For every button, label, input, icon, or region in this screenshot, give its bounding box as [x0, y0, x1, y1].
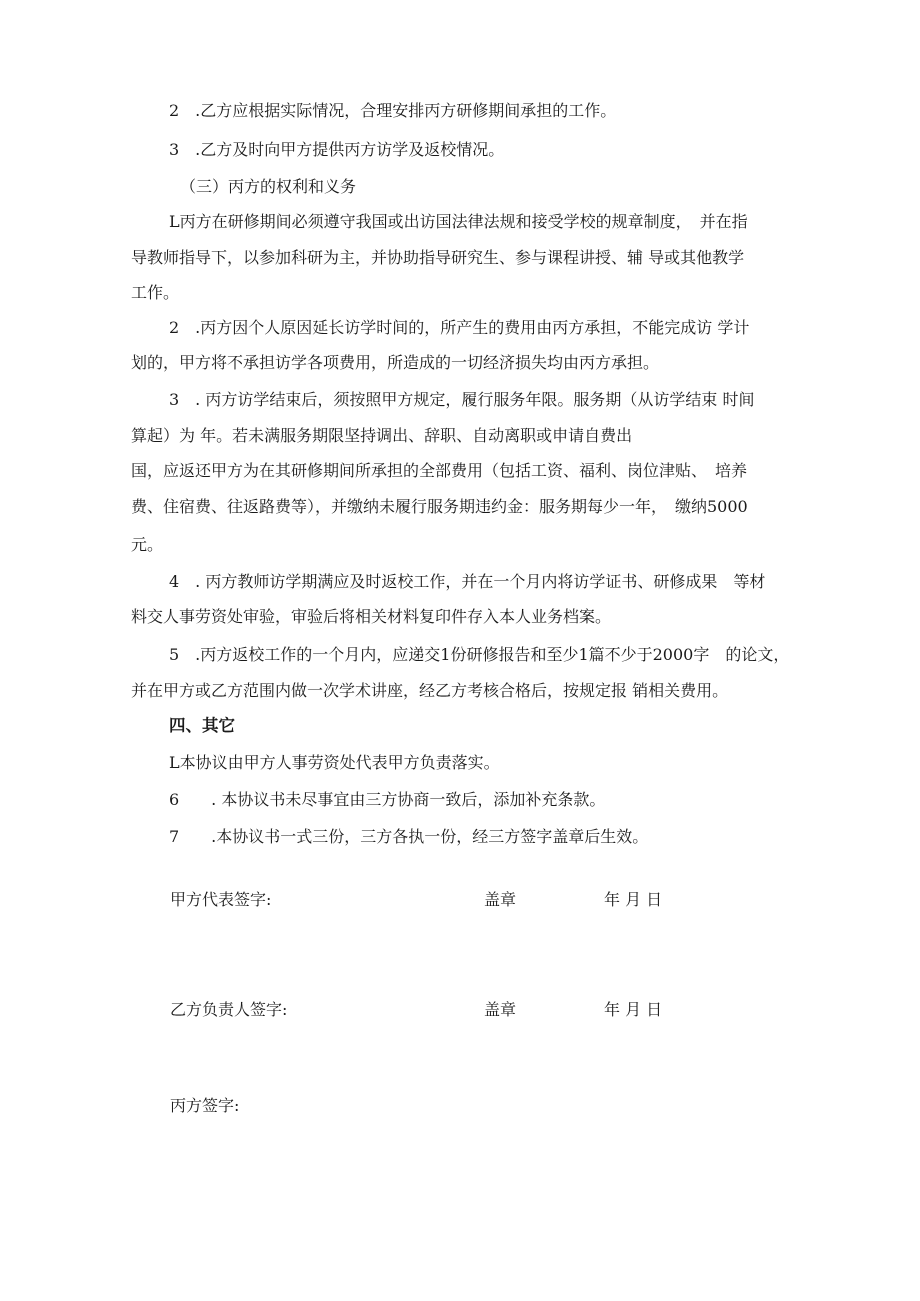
clause-b3: 3 .乙方及时向甲方提供丙方访学及返校情况。 — [169, 140, 505, 159]
clause-c3-line5: 元。 — [131, 535, 164, 554]
clause-b2: 2 .乙方应根据实际情况，合理安排丙方研修期间承担的工作。 — [169, 101, 617, 120]
clause-c3-line1: 3 . 丙方访学结束后，须按照甲方规定，履行服务年限。服务期（从访学结束 时间 — [169, 390, 755, 409]
clause-c1-line1: L丙方在研修期间必须遵守我国或出访国法律法规和接受学校的规章制度， 并在指 — [169, 212, 748, 231]
section-c-title: （三）丙方的权利和义务 — [180, 177, 357, 196]
clause-c1-line3: 工作。 — [131, 283, 180, 302]
party-b-date-label: 年 月 日 — [604, 1000, 663, 1019]
clause-c5-line1: 5 .丙方返校工作的一个月内，应递交1份研修报告和至少1篇不少于2000字 的论文， — [169, 645, 790, 664]
clause-c5-line2: 并在甲方或乙方范围内做一次学术讲座，经乙方考核合格后，按规定报 销相关费用。 — [131, 681, 729, 700]
party-a-date-label: 年 月 日 — [604, 890, 663, 909]
clause-d1: L本协议由甲方人事劳资处代表甲方负责落实。 — [169, 753, 500, 772]
clause-c4-line1: 4 . 丙方教师访学期满应及时返校工作，并在一个月内将访学证书、研修成果 等材 — [169, 572, 766, 591]
party-b-signature-label: 乙方负责人签字: — [170, 1000, 288, 1019]
clause-c3-line2: 算起）为 年。若未满服务期限坚持调出、辞职、自动离职或申请自费出 — [131, 426, 633, 445]
clause-d6: 6 . 本协议书未尽事宜由三方协商一致后，添加补充条款。 — [169, 790, 606, 809]
party-c-signature-label: 丙方签字: — [170, 1096, 240, 1115]
section-four-title: 四、其它 — [169, 716, 235, 735]
party-b-seal-label: 盖章 — [484, 1000, 517, 1019]
clause-c3-line4: 费、住宿费、往返路费等），并缴纳未履行服务期违约金：服务期每少一年， 缴纳5000 — [131, 497, 748, 516]
clause-c3-line3: 国，应返还甲方为在其研修期间所承担的全部费用（包括工资、福利、岗位津贴、 培养 — [131, 461, 748, 480]
clause-d7: 7 .本协议书一式三份，三方各执一份，经三方签字盖章后生效。 — [169, 827, 649, 846]
clause-c1-line2: 导教师指导下，以参加科研为主，并协助指导研究生、参与课程讲授、辅 导或其他教学 — [131, 248, 745, 267]
party-a-signature-label: 甲方代表签字: — [170, 890, 272, 909]
clause-c4-line2: 料交人事劳资处审验，审验后将相关材料复印件存入本人业务档案。 — [131, 607, 612, 626]
clause-c2-line1: 2 .丙方因个人原因延长访学时间的，所产生的费用由丙方承担，不能完成访 学计 — [169, 318, 750, 337]
party-a-seal-label: 盖章 — [484, 890, 517, 909]
clause-c2-line2: 划的，甲方将不承担访学各项费用，所造成的一切经济损失均由丙方承担。 — [131, 353, 660, 372]
